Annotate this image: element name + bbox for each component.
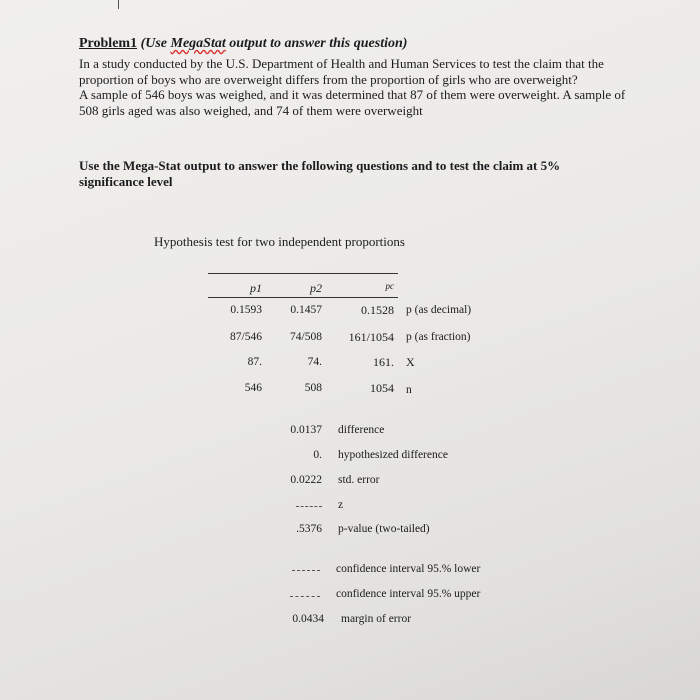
problem-title [79, 36, 407, 52]
problem-paragraph-2: A sample of 546 boys was weighed, and it was determined that 87 of them were overweight. A sample of 508 girls aged was also weighed, and 74 of them were overweight [79, 87, 626, 118]
cell-p1-fraction: 87/546 [230, 331, 262, 343]
cell-p2-fraction: 74/508 [290, 331, 322, 343]
cell-p2-n: 508 [304, 382, 322, 394]
stat-z-blank [296, 506, 322, 508]
header-pc: pc [385, 281, 394, 291]
stat-pvalue-value: .5376 [296, 523, 322, 535]
cell-p1-x: 87. [247, 356, 262, 368]
cell-p2-decimal: 0.1457 [290, 304, 322, 316]
row-label-decimal: p (as decimal) [406, 304, 472, 316]
row-label-fraction: p (as fraction) [406, 331, 471, 343]
row-label-n: n [406, 384, 412, 396]
cell-pc-decimal: 0.1528 [361, 303, 394, 317]
cell-pc-fraction: 161/1054 [348, 330, 394, 344]
table-top-rule [208, 273, 398, 274]
row-label-x: X [406, 355, 415, 369]
pen-mark [118, 0, 119, 9]
cell-p1-n: 546 [244, 382, 262, 394]
problem-statement [79, 56, 639, 118]
problem-number: Problem1 [79, 36, 138, 51]
table-header-rule [208, 297, 398, 298]
stat-pvalue-label: p-value (two-tailed) [338, 523, 430, 535]
ci-lower-label: confidence interval 95.% lower [336, 563, 481, 575]
problem-hint: (Use MegaStat output to answer this question) [140, 36, 408, 51]
cell-p1-decimal: 0.1593 [230, 304, 262, 316]
ci-upper-label: confidence interval 95.% upper [336, 588, 481, 600]
cell-pc-n: 1054 [370, 381, 394, 395]
problem-instruction: Use the Mega-Stat output to answer the following questions and to test the claim at 5% significance level [79, 158, 561, 189]
stat-hypothesized-label: hypothesized difference [338, 449, 448, 461]
megastat-title: Hypothesis test for two independent proportions [154, 234, 405, 249]
cell-p2-x: 74. [307, 356, 322, 368]
header-p2: p2 [310, 281, 322, 295]
stat-difference-label: difference [338, 424, 385, 436]
ci-upper-blank [290, 596, 320, 598]
stat-hypothesized-value: 0. [313, 449, 322, 461]
stat-difference-value: 0.0137 [290, 424, 322, 436]
margin-of-error-value: 0.0434 [292, 613, 324, 625]
ci-lower-blank [292, 570, 320, 572]
header-p1: p1 [250, 281, 262, 295]
stat-z-label: z [338, 499, 344, 511]
stat-std-error-label: std. error [338, 474, 380, 486]
margin-of-error-label: margin of error [341, 613, 412, 625]
stat-std-error-value: 0.0222 [290, 474, 322, 486]
problem-paragraph-1: In a study conducted by the U.S. Department of Health and Human Services to test the claim that the proportion of boys who are overweight differs from the proportion of girls who are overweight? [79, 56, 604, 87]
cell-pc-x: 161. [373, 355, 394, 369]
